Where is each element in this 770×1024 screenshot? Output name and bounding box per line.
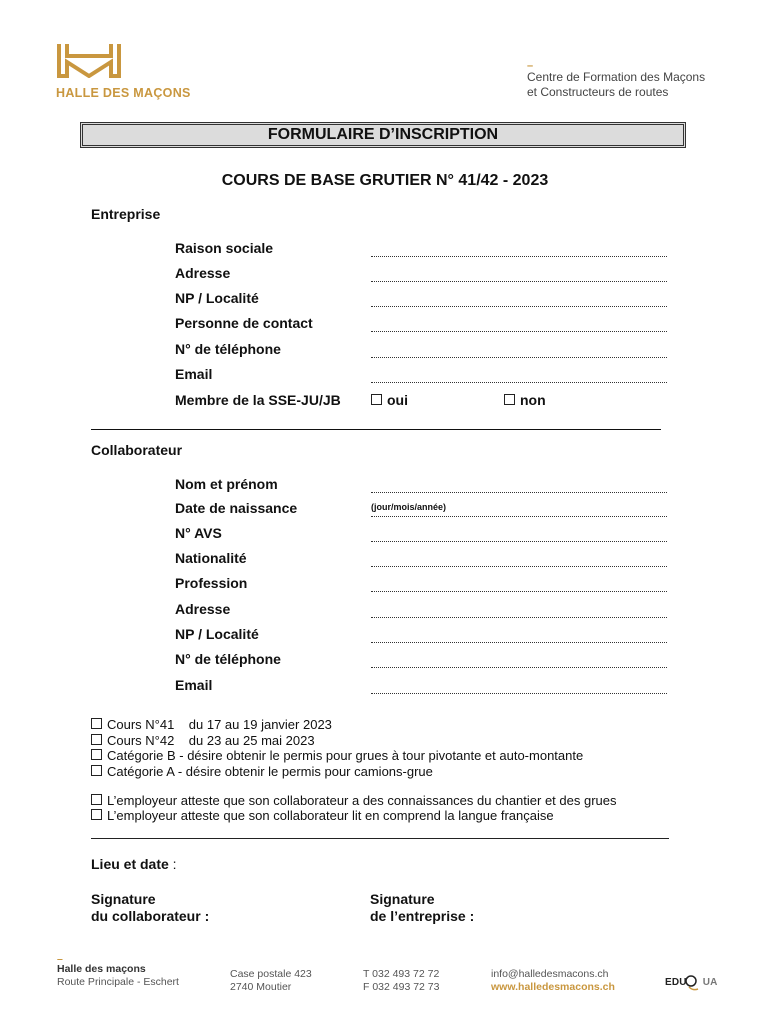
field-label: NP / Localité xyxy=(175,290,259,306)
signature-collab-line-1: Signature xyxy=(91,891,156,907)
footer-address: Route Principale - Eschert xyxy=(57,976,179,988)
gold-dash: – xyxy=(527,60,534,72)
date-format-hint: (jour/mois/année) xyxy=(371,502,447,512)
checkbox-icon[interactable] xyxy=(371,394,382,405)
collab-avs-row[interactable] xyxy=(175,525,675,545)
eduqua-q-icon xyxy=(683,974,699,992)
form-subtitle: COURS DE BASE GRUTIER N° 41/42 - 2023 xyxy=(221,172,549,189)
footer-postal xyxy=(230,968,312,994)
signature-collaborateur[interactable] xyxy=(91,891,209,925)
entreprise-raison-sociale-row[interactable] xyxy=(175,240,675,260)
signature-entreprise[interactable] xyxy=(370,891,474,925)
collab-naissance-row[interactable] xyxy=(175,500,675,520)
lieu-date[interactable] xyxy=(91,856,177,872)
field-label: Nom et prénom xyxy=(175,476,278,492)
membre-sse-label: Membre de la SSE-JU/JB xyxy=(175,392,341,408)
entreprise-adresse-row[interactable] xyxy=(175,265,675,285)
entreprise-telephone-row[interactable] xyxy=(175,341,675,361)
section-divider xyxy=(91,838,669,839)
footer-phones xyxy=(363,968,439,994)
telephone-field[interactable] xyxy=(371,341,667,358)
logo-text: HALLE DES MAÇONS xyxy=(56,86,191,100)
email-field[interactable] xyxy=(371,366,667,383)
section-collaborateur-heading: Collaborateur xyxy=(91,442,183,458)
option-categorie-b[interactable] xyxy=(91,748,583,763)
field-label: Nationalité xyxy=(175,550,247,566)
lieu-date-label: Lieu et date xyxy=(91,856,169,872)
attestation-connaissances[interactable] xyxy=(91,793,617,808)
avs-field[interactable] xyxy=(371,525,667,542)
field-label: N° de téléphone xyxy=(175,341,281,357)
collab-telephone-row[interactable] xyxy=(175,651,675,671)
field-label: Personne de contact xyxy=(175,315,313,331)
centre-line-1: Centre de Formation des Maçons xyxy=(527,70,706,84)
raison-sociale-field[interactable] xyxy=(371,240,667,257)
field-label: Date de naissance xyxy=(175,500,298,516)
footer-box: Case postale 423 xyxy=(230,968,312,980)
field-label: Email xyxy=(175,366,213,382)
collab-adresse-field[interactable] xyxy=(371,601,667,618)
collab-np-localite-field[interactable] xyxy=(371,626,667,643)
option-cours-41[interactable] xyxy=(91,717,332,732)
centre-line-2: et Constructeurs de routes xyxy=(527,85,669,99)
profession-field[interactable] xyxy=(371,575,667,592)
option-label: Cours N°42 du 23 au 25 mai 2023 xyxy=(107,733,315,748)
checkbox-icon[interactable] xyxy=(91,718,102,729)
nom-prenom-field[interactable] xyxy=(371,476,667,493)
halle-des-macons-logo-icon xyxy=(57,42,121,78)
field-label: NP / Localité xyxy=(175,626,259,642)
entreprise-email-row[interactable] xyxy=(175,366,675,386)
nationalite-field[interactable] xyxy=(371,550,667,567)
field-label: Adresse xyxy=(175,265,231,281)
membre-sse-row xyxy=(175,392,675,412)
field-label: N° AVS xyxy=(175,525,222,541)
footer-city: 2740 Moutier xyxy=(230,981,292,993)
collab-profession-row[interactable] xyxy=(175,575,675,595)
personne-contact-field[interactable] xyxy=(371,315,667,332)
field-label: Raison sociale xyxy=(175,240,274,256)
collab-email-field[interactable] xyxy=(371,677,667,694)
checkbox-icon[interactable] xyxy=(91,809,102,820)
field-label: Email xyxy=(175,677,213,693)
field-label: Adresse xyxy=(175,601,231,617)
entreprise-np-localite-row[interactable] xyxy=(175,290,675,310)
footer-contact xyxy=(491,968,615,994)
eduqua-text: EDU UA xyxy=(665,977,718,988)
field-label: Profession xyxy=(175,575,248,591)
signature-collab-line-2: du collaborateur : xyxy=(91,908,210,924)
footer-web-link[interactable]: www.halledesmacons.ch xyxy=(491,981,615,993)
option-label: Catégorie A - désire obtenir le permis pour camions-grue xyxy=(107,764,433,779)
membre-non-option[interactable] xyxy=(504,392,546,408)
lieu-date-colon: : xyxy=(168,856,177,872)
footer-fax: F 032 493 72 73 xyxy=(363,981,440,993)
option-cours-42[interactable] xyxy=(91,733,315,748)
section-divider xyxy=(91,429,661,430)
oui-label: oui xyxy=(387,392,408,408)
checkbox-icon[interactable] xyxy=(91,794,102,805)
collab-telephone-field[interactable] xyxy=(371,651,667,668)
checkbox-icon[interactable] xyxy=(504,394,515,405)
attestation-langue[interactable] xyxy=(91,808,554,823)
collab-email-row[interactable] xyxy=(175,677,675,697)
field-label: N° de téléphone xyxy=(175,651,281,667)
non-label: non xyxy=(520,392,546,408)
section-entreprise-heading: Entreprise xyxy=(91,206,161,222)
signature-entr-line-2: de l’entreprise : xyxy=(370,908,475,924)
adresse-field[interactable] xyxy=(371,265,667,282)
checkbox-icon[interactable] xyxy=(91,765,102,776)
option-label: Cours N°41 du 17 au 19 janvier 2023 xyxy=(107,717,332,732)
gold-dash: – xyxy=(57,953,63,965)
centre-formation xyxy=(527,62,705,100)
attestation-label: L’employeur atteste que son collaborateur lit en comprend la langue française xyxy=(107,808,554,823)
footer-tel: T 032 493 72 72 xyxy=(363,968,440,980)
option-categorie-a[interactable] xyxy=(91,764,433,779)
collab-nationalite-row[interactable] xyxy=(175,550,675,570)
np-localite-field[interactable] xyxy=(371,290,667,307)
footer-name: Halle des maçons xyxy=(57,963,146,975)
checkbox-icon[interactable] xyxy=(91,749,102,760)
collab-np-localite-row[interactable] xyxy=(175,626,675,646)
eduqua-logo xyxy=(665,972,717,994)
footer-email-link[interactable]: info@halledesmacons.ch xyxy=(491,968,609,980)
footer-identity xyxy=(57,955,179,989)
option-label: Catégorie B - désire obtenir le permis pour grues à tour pivotante et auto-montante xyxy=(107,748,584,763)
collab-nom-row[interactable] xyxy=(175,476,675,496)
attestation-label: L’employeur atteste que son collaborateur a des connaissances du chantier et des grues xyxy=(107,793,617,808)
form-title: FORMULAIRE D’INSCRIPTION xyxy=(80,122,686,148)
collab-adresse-row[interactable] xyxy=(175,601,675,621)
checkbox-icon[interactable] xyxy=(91,734,102,745)
entreprise-contact-row[interactable] xyxy=(175,315,675,335)
signature-entr-line-1: Signature xyxy=(370,891,435,907)
membre-oui-option[interactable] xyxy=(371,392,408,408)
